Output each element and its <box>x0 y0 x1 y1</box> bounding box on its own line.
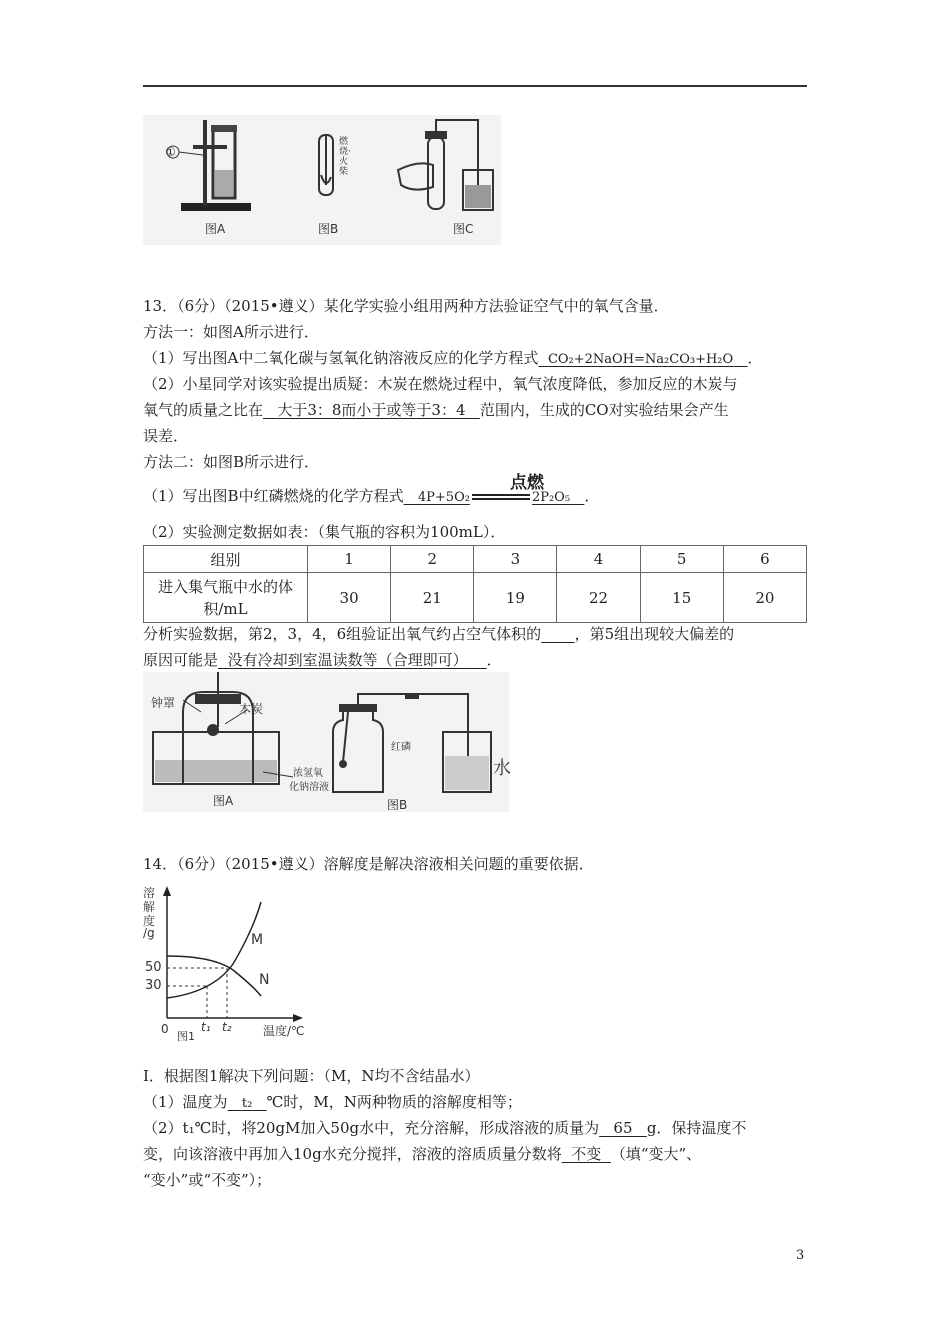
reaction-condition: 点燃 <box>510 473 544 493</box>
p1-q1-pre: （1）温度为 <box>143 1093 228 1111</box>
analysis2-answer <box>218 651 487 669</box>
p1-q2-line2-post: （填“变大”、 <box>610 1145 702 1163</box>
analysis-pre: 分析实验数据，第2，3，4，6组验证出氧气约占空气体积的 <box>143 625 542 643</box>
bell-jar-label: 钟罩 <box>151 696 176 710</box>
q13-m1-q1-answer-text: CO₂+2NaOH=Na₂CO₃+H₂O <box>547 352 734 367</box>
p1-q2-line2-answer-text: 不变 <box>571 1145 602 1163</box>
p1-q1-answer <box>228 1093 267 1111</box>
table-group-cell: 5 <box>640 546 723 573</box>
y-tick-50: 50 <box>145 960 162 975</box>
data-table <box>143 545 807 623</box>
p1-q2-post: g．保持温度不 <box>646 1119 747 1137</box>
solubility-curves <box>143 880 343 1040</box>
table-header-label: 组别 <box>144 546 308 573</box>
y-label-3: 度 <box>143 914 156 928</box>
analysis2-pre: 原因可能是 <box>143 651 219 669</box>
table-group-cell: 3 <box>474 546 557 573</box>
p1-q2-line2-pre: 变，向该溶液中再加入10g水充分搅拌，溶液的溶质质量分数将 <box>143 1145 562 1163</box>
origin-label: 0 <box>161 1022 169 1036</box>
p1-q1-post: ℃时，M，N两种物质的溶解度相等； <box>266 1093 522 1111</box>
table-header-row <box>144 546 807 573</box>
q13-m1-q1-text: （1）写出图A中二氧化碳与氢氧化钠溶液反应的化学方程式 <box>143 349 539 367</box>
charcoal-label: 木炭 <box>239 702 264 716</box>
q13-m2-q1-reactants: 4P+5O₂ <box>417 490 470 505</box>
table-group-cell: 1 <box>308 546 391 573</box>
table-value-cell: 21 <box>391 573 474 623</box>
q13-m1-q2-line2 <box>143 400 729 420</box>
table-row-label <box>144 573 308 623</box>
table-group-cell: 2 <box>391 546 474 573</box>
q13-m2-q1-text: （1）写出图B中红磷燃烧的化学方程式 <box>143 487 404 505</box>
reaction-arrow <box>472 494 530 500</box>
q13-analysis-line2 <box>143 650 502 670</box>
tube-label: 燃烧·火柴 <box>339 137 351 177</box>
y-label-1: 溶 <box>143 886 156 900</box>
apparatus-figure-middle <box>143 672 509 812</box>
q13-m1-q2-line1: （2）小星同学对该实验提出质疑：木炭在燃烧过程中，氧气浓度降低，参加反应的木炭与 <box>143 375 738 393</box>
fig-b-label: 图B <box>318 222 339 236</box>
q13-m1-q1-answer <box>538 349 747 367</box>
q13-m2-q2: （2）实验测定数据如表：（集气瓶的容积为100mL）． <box>143 523 506 541</box>
table-value-cell: 19 <box>474 573 557 623</box>
y-label-2: 解 <box>143 900 156 914</box>
q14-part1-title: Ⅰ．根据图1解决下列问题：（M，N均不含结晶水） <box>143 1067 480 1085</box>
table-group-cell: 4 <box>557 546 640 573</box>
q13-m1-q2-pre: 氧气的质量之比在 <box>143 401 264 419</box>
q13-m1-q1-end: ． <box>747 349 763 367</box>
p1-q2-answer <box>599 1119 647 1137</box>
table-value-cell: 15 <box>640 573 723 623</box>
q14-header: 14．（6分）（2015•遵义）溶解度是解决溶液相关问题的重要依据． <box>143 855 594 873</box>
p1-q2-answer-text: 65 <box>613 1119 633 1137</box>
table-value-cell: 22 <box>557 573 640 623</box>
q13-m2-q1-answer <box>404 487 585 505</box>
y-tick-30: 30 <box>145 978 162 993</box>
q13-header: 13．（6分）（2015•遵义）某化学实验小组用两种方法验证空气中的氧气含量． <box>143 297 669 315</box>
q13-m1-q2-line3: 误差． <box>143 427 189 445</box>
water-label: 水 <box>493 758 511 779</box>
p1-q2-pre: （2）t₁℃时，将20gM加入50g水中，充分溶解，形成溶液的质量为 <box>143 1119 600 1137</box>
header-rule <box>143 85 807 87</box>
fig-a-label-2: 图A <box>213 794 234 808</box>
curve-n-label: N <box>259 972 270 988</box>
x-tick-t2: t₂ <box>222 1020 232 1034</box>
table-data-row <box>144 573 807 623</box>
p1-q1-answer-text: t₂ <box>241 1096 253 1111</box>
table-value-cell: 20 <box>723 573 806 623</box>
x-tick-t1: t₁ <box>201 1020 211 1034</box>
q13-m2-q1-products: 2P₂O₅ <box>531 490 571 505</box>
table-group-cell: 6 <box>723 546 806 573</box>
q13-m1-q1 <box>143 348 763 370</box>
q14-p1-q2-line3: “变小”或“不变”）； <box>143 1171 272 1189</box>
row-label-line2: 积/mL <box>203 599 248 618</box>
fig1-label: 图1 <box>177 1030 195 1043</box>
analysis-blank <box>541 625 574 643</box>
table-value-cell: 30 <box>308 573 391 623</box>
x-axis-label: 温度/℃ <box>263 1024 305 1038</box>
analysis2-post: ． <box>486 651 502 669</box>
y-label-4: /g <box>143 926 155 940</box>
fig-c-label: 图C <box>453 222 474 236</box>
fig-a-label: 图A <box>205 222 226 236</box>
fig-b-label-2: 图B <box>387 798 408 812</box>
analysis2-answer-text: 没有冷却到室温读数等（合理即可） <box>227 651 468 669</box>
apparatus-figure-top <box>143 115 501 245</box>
red-phosphorus-label: 红磷 <box>391 742 411 753</box>
q13-m1-q2-post: 范围内，生成的CO对实验结果会产生 <box>479 401 729 419</box>
solution-label-2: 化钠溶液 <box>289 782 329 793</box>
solution-label-1: 浓氢氧 <box>293 768 323 779</box>
solubility-graph <box>143 880 343 1043</box>
q14-p1-q2-line2 <box>143 1144 701 1164</box>
marker-circle-one: ① <box>165 145 176 159</box>
q13-m1-q2-answer <box>263 401 480 419</box>
page-number: 3 <box>796 1248 805 1263</box>
q13-method1-title: 方法一：如图A所示进行． <box>143 323 319 341</box>
q13-m2-q1-end: ． <box>584 487 600 505</box>
q13-method2-title: 方法二：如图B所示进行． <box>143 453 320 471</box>
q13-analysis-line1 <box>143 624 734 644</box>
row-label-line1: 进入集气瓶中水的体 <box>157 577 293 596</box>
q14-p1-q1 <box>143 1092 522 1114</box>
curve-m-label: M <box>251 932 264 948</box>
analysis-post: ，第5组出现较大偏差的 <box>574 625 735 643</box>
q13-m1-q2-answer-text: 大于3：8而小于或等于3：4 <box>277 401 466 419</box>
p1-q2-line2-answer <box>562 1145 611 1163</box>
q14-p1-q2-line1 <box>143 1118 746 1138</box>
